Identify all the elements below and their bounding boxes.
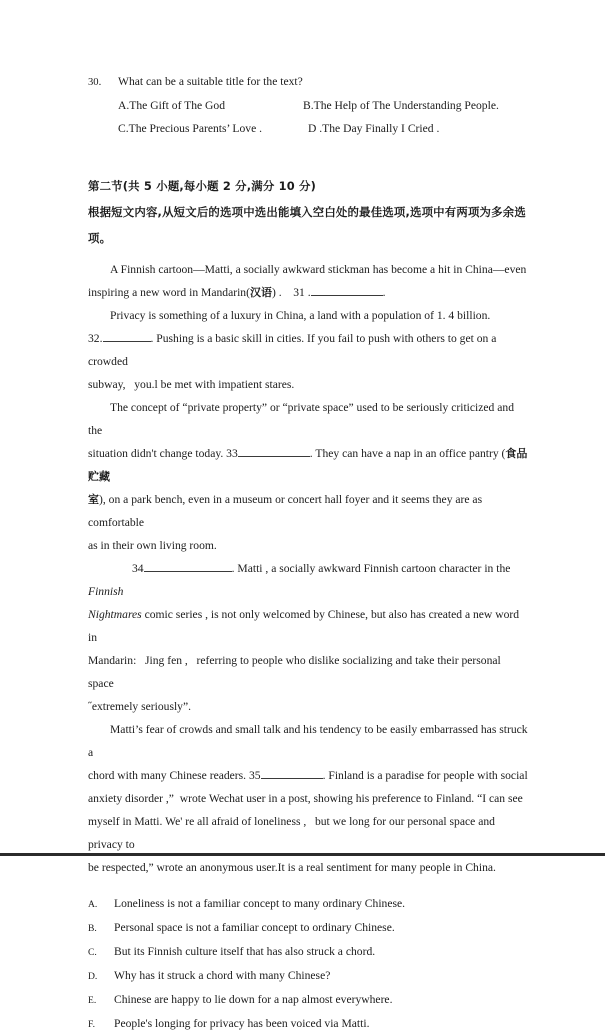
p4-post: ), on a park bench, even in a museum or concert hall foyer and it seems they are as comfortable xyxy=(88,492,485,529)
p1-mid: ) . 31 . xyxy=(271,285,311,299)
answer-choice-d[interactable] xyxy=(88,964,528,988)
passage-paragraph-6-line-4: myself in Matti. We' re all afraid of loneliness , but we long for our personal space and privacy to xyxy=(88,814,498,851)
blank-32[interactable] xyxy=(103,341,151,342)
passage-paragraph-4-line-3 xyxy=(88,488,528,534)
p4-cjk-pantry-2: 室 xyxy=(88,492,99,506)
question-30-option-b: B.The Help of The Understanding People. xyxy=(303,98,499,112)
passage-paragraph-6-line-3: anxiety disorder ,” wrote Wechat user in a post, showing his preference to Finland. “I can see xyxy=(88,791,523,805)
question-30-options-row-1 xyxy=(88,94,528,117)
question-30-option-c: C.The Precious Parents’ Love . xyxy=(118,121,263,135)
answer-choice-a-text: Loneliness is not a familiar concept to many ordinary Chinese. xyxy=(114,896,406,910)
answer-choice-d-letter: D. xyxy=(88,970,98,982)
blank-33[interactable] xyxy=(238,456,310,457)
p5-italic-title-1: Finnish xyxy=(88,584,124,598)
question-30-number: 30. xyxy=(88,76,102,88)
answer-choice-a[interactable] xyxy=(88,892,528,916)
answer-choice-e-letter: E. xyxy=(88,994,97,1006)
p1-pre: inspiring a new word in Mandarin( xyxy=(88,285,250,299)
p5-mid: . Matti , a socially awkward Finnish cartoon character in the xyxy=(231,561,514,575)
reading-passage xyxy=(88,258,531,879)
answer-choice-c[interactable] xyxy=(88,940,528,964)
section-heading-block xyxy=(88,173,528,251)
p6-post: . Finland is a paradise for people with social xyxy=(322,768,528,782)
blank-34-number: 34 xyxy=(132,561,144,575)
blank-34[interactable] xyxy=(144,571,232,572)
passage-paragraph-6-line-1: Matti’s fear of crowds and small talk and his tendency to be easily embarrassed has struck a xyxy=(88,722,531,759)
answer-choice-f-letter: F. xyxy=(88,1018,95,1030)
p4-cjk-pantry-1: 食品贮藏 xyxy=(88,446,528,483)
p6-pre: chord with many Chinese readers. 35 xyxy=(88,768,261,782)
answer-choice-e[interactable] xyxy=(88,988,528,1012)
blank-32-number: 32. xyxy=(88,331,103,345)
passage-paragraph-3-line-1 xyxy=(88,327,528,373)
question-30-options-row-2 xyxy=(88,117,528,140)
p4-pre: situation didn't change today. 33 xyxy=(88,446,238,460)
section-spacer xyxy=(88,140,528,173)
passage-paragraph-5-line-2 xyxy=(88,603,528,649)
section-heading-line-1: 第二节(共 5 小题,每小题 2 分,满分 10 分) xyxy=(88,178,317,193)
passage-paragraph-6-line-5: be respected,” wrote an anonymous user.It is a real sentiment for many people in China. xyxy=(88,860,496,874)
answer-choice-a-letter: A. xyxy=(88,898,98,910)
p5-italic-title-2: Nightmares xyxy=(88,607,142,621)
question-30-stem-text: What can be a suitable title for the text? xyxy=(118,75,303,88)
blank-31[interactable] xyxy=(311,295,383,296)
passage-paragraph-1-line-2 xyxy=(88,281,528,304)
passage-paragraph-5-line-3: Mandarin: Jing fen , referring to people who dislike socializing and take their personal space xyxy=(88,653,504,690)
p5-rest: comic series , is not only welcomed by Chinese, but also has created a new word in xyxy=(88,607,522,644)
answer-choice-b-text: Personal space is not a familiar concept to ordinary Chinese. xyxy=(114,920,395,934)
section-heading-line-3: 项。 xyxy=(88,230,112,245)
passage-paragraph-2: Privacy is something of a luxury in China, a land with a population of 1. 4 billion. xyxy=(110,308,491,322)
answer-choice-b-letter: B. xyxy=(88,922,97,934)
passage-paragraph-3-line-2: subway, you.l be met with impatient stares. xyxy=(88,377,295,391)
answer-choice-c-text: But its Finnish culture itself that has also struck a chord. xyxy=(114,944,376,958)
p1-cjk-hanyu: 汉语 xyxy=(249,285,272,299)
passage-paragraph-4-line-2 xyxy=(88,442,528,488)
passage-paragraph-4-line-4: as in their own living room. xyxy=(88,538,217,552)
answer-choice-d-text: Why has it struck a chord with many Chinese? xyxy=(114,968,331,982)
p3-post: . Pushing is a basic skill in cities. If you fail to push with others to get on a crowded xyxy=(88,331,500,368)
question-30-option-d: D .The Day Finally I Cried . xyxy=(308,121,440,135)
answer-choice-b[interactable] xyxy=(88,916,528,940)
question-30-stem-row xyxy=(88,70,528,94)
answer-choice-c-letter: C. xyxy=(88,946,97,958)
question-30-block xyxy=(88,70,528,140)
question-30-option-a: A.The Gift of The God xyxy=(118,98,226,112)
passage-paragraph-4-line-1: The concept of “private property” or “private space” used to be seriously criticized and the xyxy=(88,400,517,437)
section-heading-line-2: 根据短文内容,从短文后的选项中选出能填入空白处的最佳选项,选项中有两项为多余选 xyxy=(88,204,526,219)
passage-paragraph-6-line-2 xyxy=(88,764,528,787)
blank-35[interactable] xyxy=(261,778,323,779)
passage-paragraph-5-line-1 xyxy=(88,557,528,603)
page-content xyxy=(88,70,531,1036)
passage-paragraph-5-line-4: ˝extremely seriously”. xyxy=(88,699,192,713)
passage-paragraph-1-line-1: A Finnish cartoon—Matti, a socially awkward stickman has become a hit in China—even xyxy=(110,262,527,276)
answer-choices-list xyxy=(88,892,528,1036)
answer-choice-f-text: People's longing for privacy has been voiced via Matti. xyxy=(114,1016,370,1030)
p1-post: . xyxy=(382,285,386,299)
p4-mid: . They can have a nap in an office pantry ( xyxy=(309,446,506,460)
answer-choice-e-text: Chinese are happy to lie down for a nap almost everywhere. xyxy=(114,992,393,1006)
answer-choice-f[interactable] xyxy=(88,1012,528,1036)
